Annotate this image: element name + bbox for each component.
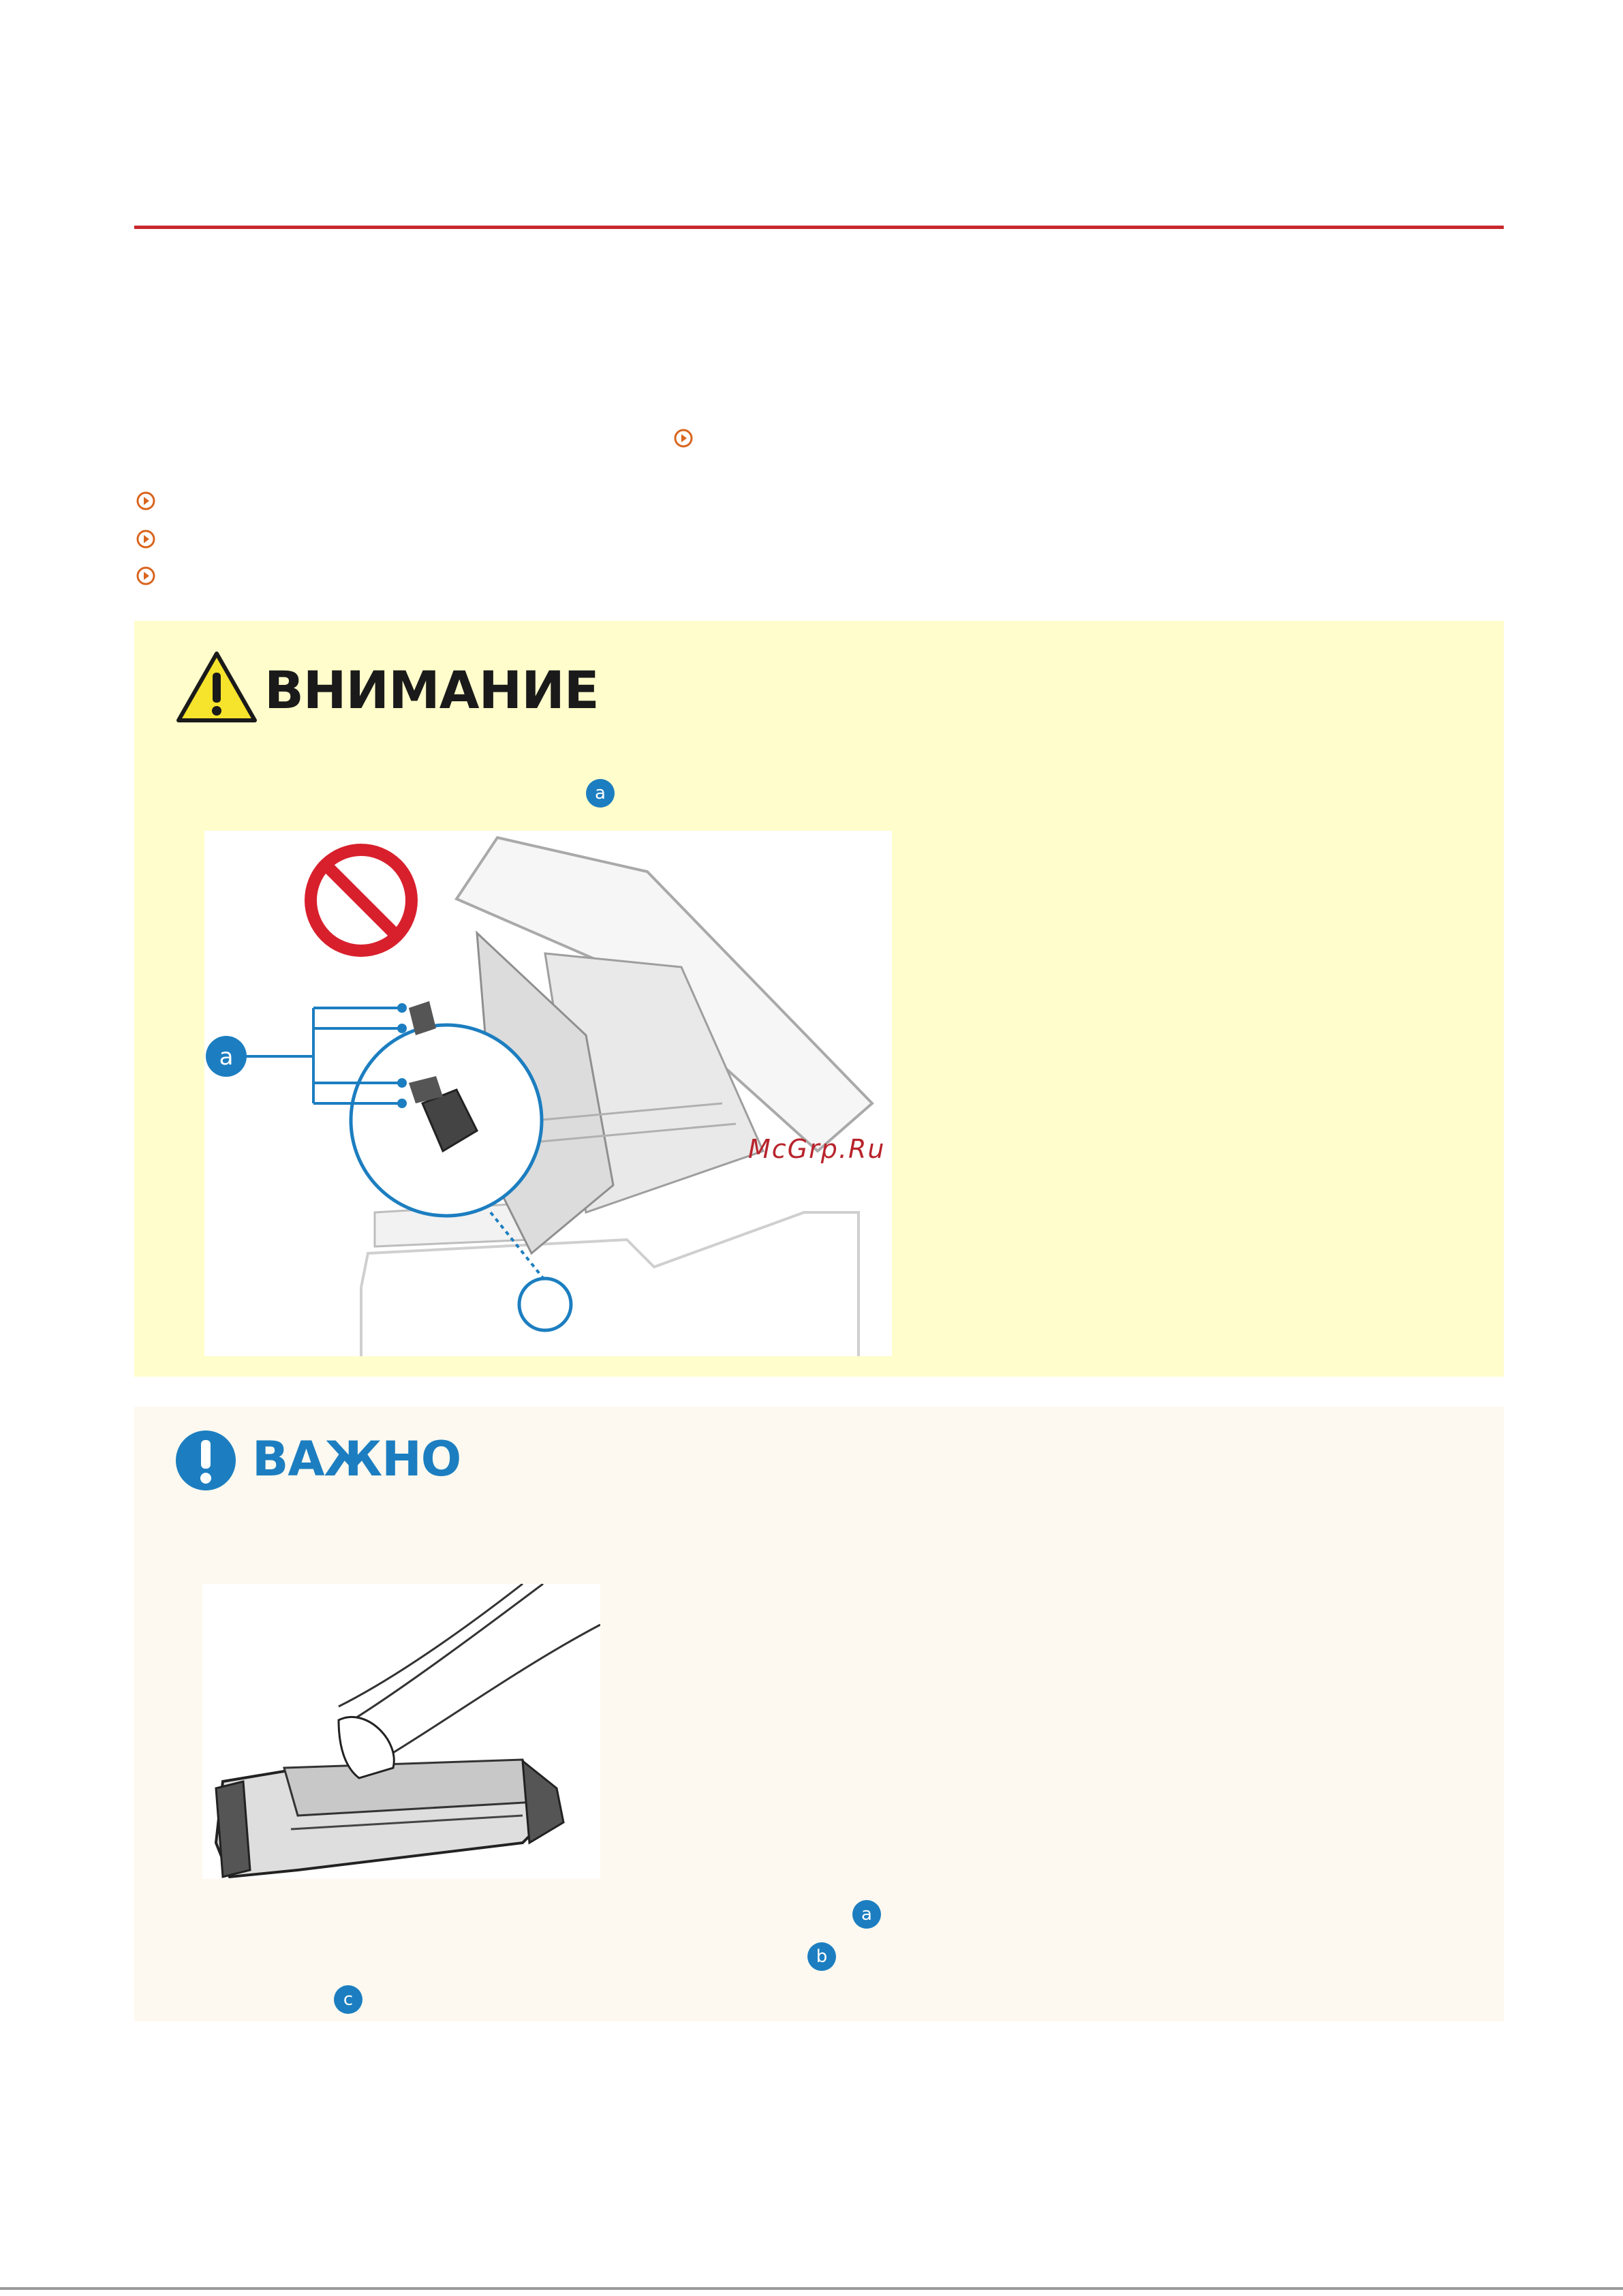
important-title: ВАЖНО xyxy=(252,1431,461,1487)
svg-text:b: b xyxy=(816,1946,828,1967)
link-arrow-icon[interactable] xyxy=(136,566,156,586)
callout-a-label: a xyxy=(219,1043,234,1071)
svg-text:c: c xyxy=(343,1989,354,2010)
printer-open-illustration xyxy=(204,831,892,1356)
svg-text:a: a xyxy=(595,783,606,803)
link-arrow-icon[interactable] xyxy=(136,491,156,511)
caution-title: ВНИМАНИЕ xyxy=(264,660,599,720)
watermark: McGrp.Ru xyxy=(748,1134,886,1164)
warning-triangle-icon xyxy=(176,651,258,723)
link-arrow-icon[interactable] xyxy=(673,428,694,448)
page-bottom-edge xyxy=(0,2287,1623,2290)
svg-text:a: a xyxy=(861,1904,872,1925)
link-arrow-icon[interactable] xyxy=(136,529,156,549)
marker-a-icon xyxy=(585,778,615,808)
toner-cartridge-illustration xyxy=(202,1584,600,1879)
title-rule xyxy=(134,226,1504,229)
marker-b-icon xyxy=(807,1942,837,1972)
exclamation-circle-icon xyxy=(174,1429,237,1492)
marker-a-icon xyxy=(852,1899,882,1929)
marker-c-icon xyxy=(333,1985,363,2015)
